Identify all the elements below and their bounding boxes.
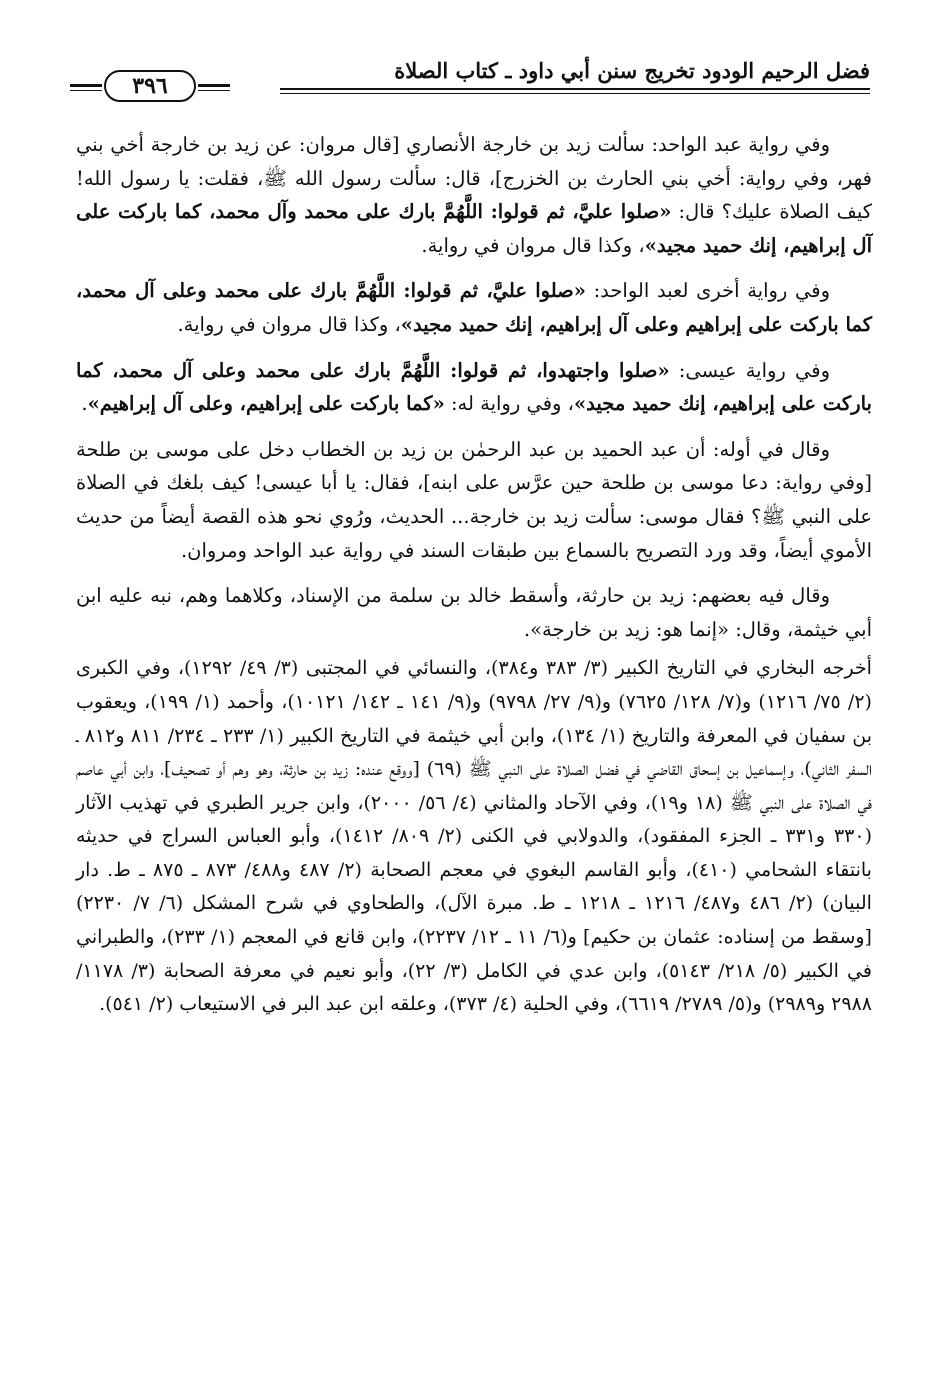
running-title: فضل الرحيم الودود تخريج سنن أبي داود ـ كتاب الصلاة [394, 58, 870, 83]
hadith-quote: «صلوا عليَّ، ثم قولوا: اللَّهُمَّ بارك على محمد وآل محمد، كما باركت على آل إبراهيم، إنك حميد مجيد» [76, 200, 872, 257]
paragraph [76, 354, 872, 421]
paragraph-text: وفي رواية أخرى لعبد الواحد: [585, 279, 830, 303]
paragraph-text: ، وكذا قال مروان في رواية. [421, 233, 645, 257]
page-body [76, 128, 872, 1022]
paragraph-text: ، وفي رواية له: [444, 392, 574, 416]
paragraph-text: وقال في أوله: أن عبد الحميد بن عبد الرحمٰن بن زيد بن الخطاب دخل على موسى بن طلحة [وفي رواية: دعا موسى بن طلحة حين عرَّس على ابنه]، فقال: يا أبا عيسى! كيف بلغك في الصلاة على النبي ﷺ؟ فقال موسى: سألت زيد بن خارجة... الحديث، ورُوي نحو هذه القصة أيضاً من حديث الأموي أيضاً، وقد ورد التصريح بالسماع بين طبقات السند في رواية عبد الواحد ومروان. [76, 437, 872, 562]
paragraph [76, 579, 872, 646]
paragraph [76, 274, 872, 341]
paragraph-text: وفي رواية عيسى: [669, 358, 830, 382]
paragraph-text: وقال فيه بعضهم: زيد بن حارثة، وأسقط خالد بن سلمة من الإسناد، وكلاهما وهم، نبه عليه ابن أبي خيثمة، وقال: «إنما هو: زيد بن خارجة». [76, 584, 872, 641]
paragraph [76, 433, 872, 567]
paragraph-text: وفي رواية عبد الواحد: سألت زيد بن خارجة الأنصاري [قال مروان: عن زيد بن خارجة أخي بني فهر، وفي رواية: أخي بني الحارث بن الخزرج]، قال: سألت رسول الله ﷺ، فقلت: يا رسول الله! كيف الصلاة عليك؟ قال: [76, 133, 872, 224]
header-rule-thin [280, 93, 870, 94]
page-number-ornament [70, 70, 230, 104]
page-header [70, 52, 870, 108]
paragraph-text: . [81, 392, 88, 416]
hadith-quote: «صلوا عليَّ، ثم قولوا: اللَّهُمَّ بارك على محمد وعلى آل محمد، كما باركت على إبراهيم وعلى آل إبراهيم، إنك حميد مجيد» [76, 279, 872, 336]
page-number: ٣٩٦ [104, 70, 196, 102]
ornament-rule-right [198, 84, 230, 87]
hadith-quote: «كما باركت على إبراهيم، وعلى آل إبراهيم» [87, 392, 445, 416]
paragraph [76, 128, 872, 262]
hadith-quote: «صلوا واجتهدوا، ثم قولوا: اللَّهُمَّ بارك على محمد وعلى آل محمد، كما باركت على إبراهيم، إنك حميد مجيد» [76, 358, 872, 416]
paragraph-text: ، وكذا قال مروان في رواية. [177, 312, 401, 336]
header-rule [280, 88, 870, 90]
ornament-rule-left [70, 84, 102, 87]
takhrij-footnote: أخرجه البخاري في التاريخ الكبير (٣/ ٣٨٣ و٣٨٤)، والنسائي في المجتبى (٣/ ٤٩/ ١٢٩٢)، وفي الكبرى (٢/ ٧٥/ ١٢١٦) و(٧/ ١٢٨/ ٧٦٢٥) و(٩/ ٢٧/ ٩٧٩٨) و(٩/ ١٤١ ـ ١٤٢/ ١٠١٢١)، وأحمد (١/ ١٩٩)، ويعقوب بن سفيان في المعرفة والتاريخ (١/ ١٣٤)، وابن أبي خيثمة في التاريخ الكبير (١/ ٢٣٣ ـ ٢٣٤/ ٨١١ و٨١٢ ـ السفر الثاني)، وإسماعيل بن إسحاق القاضي في فضل الصلاة على النبي ﷺ (٦٩) [ووقع عنده: زيد بن حارثة، وهو وهم أو تصحيف]، وابن أبي عاصم في الصلاة على النبي ﷺ (١٨ و١٩)، وفي الآحاد والمثاني (٤/ ٥٦/ ٢٠٠٠)، وابن جرير الطبري في تهذيب الآثار (٣٣٠ و٣٣١ ـ الجزء المفقود)، والدولابي في الكنى (٢/ ٨٠٩/ ١٤١٢)، وأبو العباس السراج في حديثه بانتقاء الشحامي (٤١٠)، وأبو القاسم البغوي في معجم الصحابة (٢/ ٤٨٧ و٤٨٨/ ٨٧٣ ـ ٨٧٥ ـ ط. دار البيان) (٢/ ٤٨٦ و٤٨٧/ ١٢١٦ ـ ١٢١٨ ـ ط. مبرة الآل)، والطحاوي في شرح المشكل (٦/ ٧/ ٢٢٣٠) [وسقط من إسناده: عثمان بن حكيم] و(٦/ ١١ ـ ١٢/ ٢٢٣٧)، وابن قانع في المعجم (١/ ٢٣٣)، والطبراني في الكبير (٥/ ٢١٨/ ٥١٤٣)، وابن عدي في الكامل (٣/ ٢٢)، وأبو نعيم في معرفة الصحابة (٣/ ١١٧٨/ ٢٩٨٨ و٢٩٨٩) و(٥/ ٢٧٨٩/ ٦٦١٩)، وفي الحلية (٤/ ٣٧٣)، وعلقه ابن عبد البر في الاستيعاب (٢/ ٥٤١). [76, 657, 873, 1016]
